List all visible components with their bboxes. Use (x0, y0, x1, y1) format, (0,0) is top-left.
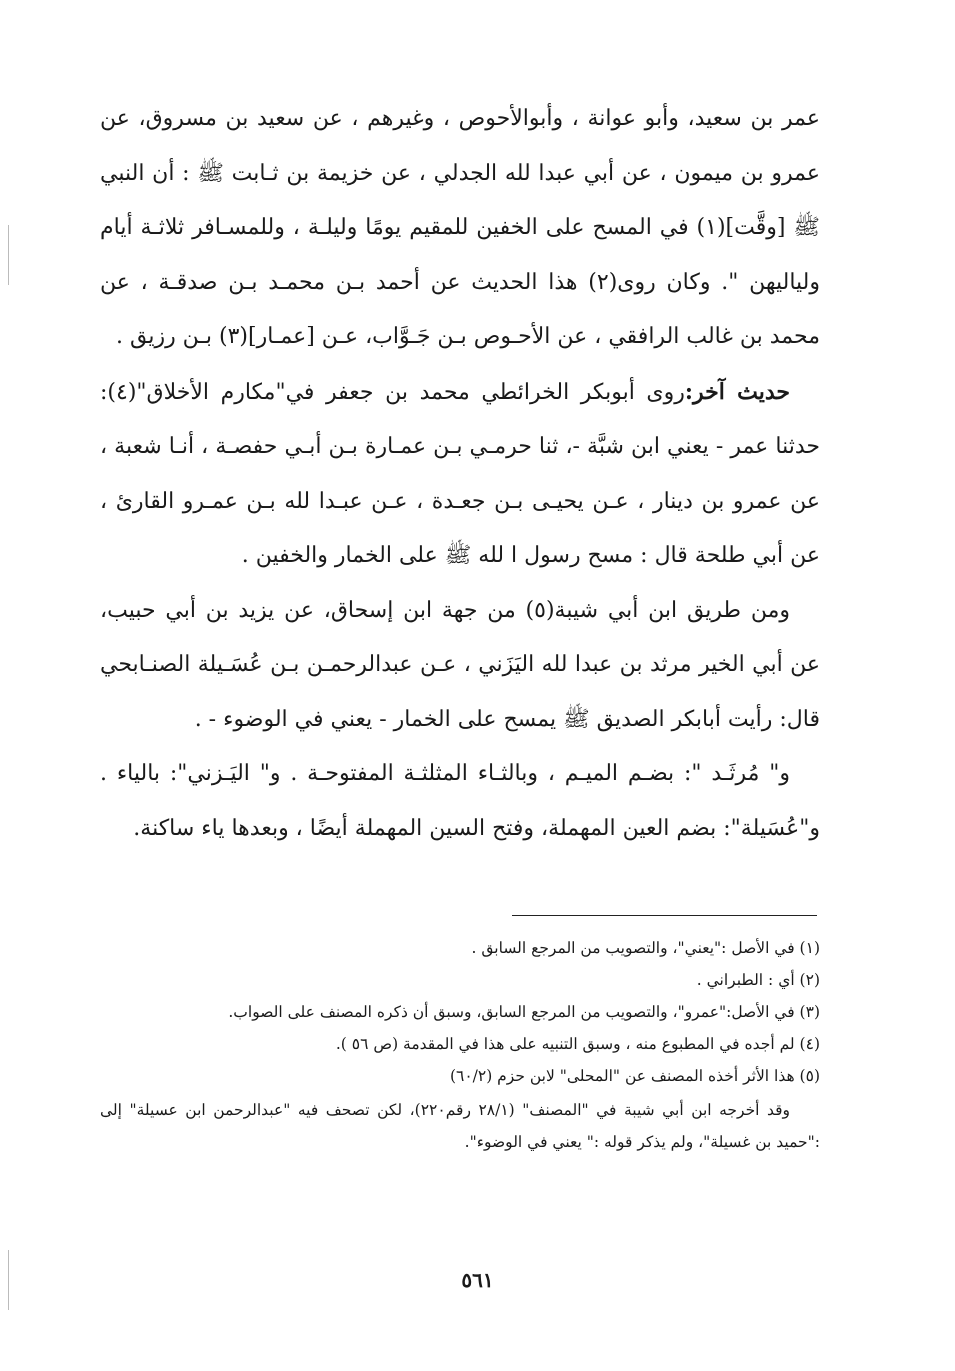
main-text (100, 92, 820, 856)
footnote-5-continuation: وقد أخرجه ابن أبي شيبة في "المصنف" (٢٨/١ رقم٢٢٠)، لكن تصحف فيه "عبدالرحمن ابن عسيلة" إلى :"حميد بن غسيلة"، ولم يذكر قوله :" يعني في الوضوء". (100, 1101, 820, 1151)
paragraph-2-heading: حديث آخر: (684, 378, 790, 405)
footnote-4: (٤) لم أجده في المطبوع منه ، وسبق التنبيه على هذا في المقدمة (ص ٥٦ ). (335, 1035, 820, 1053)
scan-edge-mark (8, 1250, 9, 1310)
footnote-5: (٥) هذا الأثر أخذه المصنف عن "المحلى" لابن حزم (٦٠/٢) (449, 1067, 820, 1085)
scan-edge-mark (8, 225, 9, 285)
footnote-2: (٢) أي : الطبراني . (696, 971, 820, 989)
paragraph-2 (100, 365, 820, 584)
footnote-1: (١) في الأصل :"يعني"، والتصويب من المرجع السابق . (471, 939, 820, 957)
paragraph-1: عمر بن سعيد، وأبو عوانة ، وأبوالأحوص ، وغيرهم ، عن سعيد بن مسروق، عن عمرو بن ميمون ، عن أبي عبدا لله الجدلي ، عن خزيمة بن ثـابت ﷺ : أن النبي ﷺ [وقَّت](١) في المسح على الخفين للمقيم يومًا وليلـة ، وللمسـافر ثلاثـة أيام ولياليهن ". وكان روى(٢) هذا الحديث عن أحمد بـن محمـد بـن صدقـة ، عن محمد بن غالب الرافقي ، عن الأحـوص بـن جَـوَّاب، عـن [عمـار](٣) بـن رزيق . (100, 106, 820, 349)
footnotes (100, 932, 820, 1158)
footnote-separator (512, 915, 817, 916)
paragraph-3: ومن طريق ابن أبي شيبة(٥) من جهة ابن إسحاق، عن يزيد بن أبي حبيب، عن أبي الخير مرثد بن عبدا لله اليَزَني ، عـن عبدالرحمـن بـن عُسَـيلة الصنـابحي قال: رأيت أبابكر الصديق ﷺ يمسح على الخمار - يعني في الوضوء - . (100, 597, 820, 732)
paragraph-4: و" مُرثَـد ": بضـم الميـم ، وبالثـاء المثلثـة المفتوحـة . و" اليَـزني": بالياء . و"عُسَيلة": بضم العين المهملة، وفتح السين المهملة أيضًا ، وبعدها ياء ساكنة. (100, 761, 820, 841)
footnote-3: (٣) في الأصل:"عمرو"، والتصويب من المرجع السابق، وسبق أن ذكره المصنف على الصواب. (228, 1003, 820, 1021)
page-number: ٥٦١ (461, 1268, 494, 1292)
paragraph-2-text: روى أبوبكر الخرائطي محمد بن جعفر في"مكارم الأخلاق"(٤): حدثنا عمر - يعني ابن شبَّة -، ثنا حرمـي بـن عمـارة بـن أبـي حفصـة ، أنـا شعبة ، عن عمرو بن دينار ، عـن يحيـى بـن جعـدة ، عـن عبـدا لله بـن عمـرو القارئ ، عن أبي طلحة قال : مسح رسول ا لله ﷺ على الخمار والخفين . (100, 379, 820, 568)
